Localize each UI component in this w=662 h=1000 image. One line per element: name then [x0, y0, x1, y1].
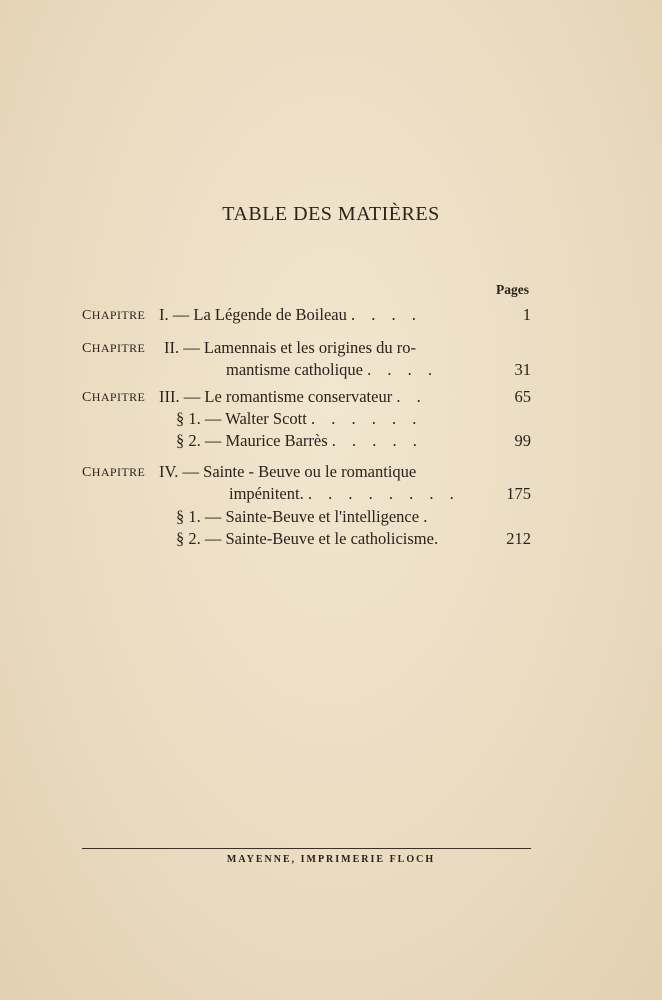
section-number: § 2.: [176, 431, 201, 450]
chapter-number: I.: [159, 305, 169, 324]
chapter-title: — Le romantisme conservateur: [183, 387, 393, 406]
toc-entry-section-4-2: [176, 528, 438, 550]
section-number: § 1.: [176, 507, 201, 526]
chapter-word-initial: C: [82, 341, 92, 356]
chapter-word-initial: C: [82, 465, 92, 480]
chapter-word: [82, 390, 145, 404]
toc-entry-chapter-4-cont: [229, 483, 460, 505]
chapter-number: III.: [159, 387, 180, 406]
leader-dots: .: [423, 507, 434, 526]
toc-entry-section-4-1: [176, 506, 433, 528]
section-title: — Sainte-Beuve et l'intelligence: [204, 507, 420, 526]
chapter-number: IV.: [159, 462, 179, 481]
leader-dots: . . . .: [350, 305, 422, 324]
toc-entry-chapter-2-cont: [226, 359, 438, 381]
chapter-word-rest: HAPITRE: [91, 465, 146, 479]
page-number: 212: [506, 529, 531, 548]
toc-entry-chapter-1: [159, 304, 422, 326]
chapter-label: [82, 304, 145, 327]
chapter-word: [82, 308, 145, 322]
chapter-label: [82, 386, 145, 409]
chapter-word-rest: HAPITRE: [91, 390, 146, 404]
toc-entry-section-3-1: [176, 408, 422, 430]
page-number: 65: [514, 387, 531, 406]
chapter-title-cont: impénitent.: [229, 484, 304, 503]
chapter-label: [82, 337, 145, 360]
toc-entry-section-3-2: [176, 430, 423, 452]
chapter-word-rest: HAPITRE: [91, 308, 146, 322]
chapter-word-rest: HAPITRE: [91, 341, 146, 355]
chapter-word-initial: C: [82, 390, 92, 405]
footer-rule: [82, 848, 531, 849]
chapter-word-initial: C: [82, 308, 92, 323]
chapter-title: — Sainte - Beuve ou le romantique: [182, 462, 417, 481]
section-number: § 2.: [176, 529, 201, 548]
section-title: — Maurice Barrès: [204, 431, 328, 450]
page-number: 1: [522, 305, 531, 324]
page-number: 175: [506, 484, 531, 503]
chapter-word: [82, 465, 145, 479]
leader-dots: . . . . . . . .: [307, 484, 460, 503]
chapter-title: — Lamennais et les origines du ro-: [183, 338, 417, 357]
chapter-title: — La Légende de Boileau: [172, 305, 347, 324]
leader-dots: . . . .: [367, 360, 439, 379]
page-number: 31: [514, 360, 531, 379]
chapter-title-cont: mantisme catholique: [226, 360, 364, 379]
toc-entry-chapter-4: [159, 461, 416, 483]
leader-dots: . . . . . .: [310, 409, 423, 428]
leader-dots: . . . . .: [331, 431, 423, 450]
pages-column-label: Pages: [496, 282, 529, 297]
chapter-word: [82, 341, 145, 355]
toc-entry-chapter-2: [164, 337, 416, 359]
page-number: 99: [514, 431, 531, 450]
section-title: — Walter Scott: [204, 409, 307, 428]
page-title: TABLE DES MATIÈRES: [222, 203, 440, 225]
chapter-label: [82, 461, 145, 484]
section-number: § 1.: [176, 409, 201, 428]
toc-entry-chapter-3: [159, 386, 427, 408]
chapter-number: II.: [164, 338, 180, 357]
printer-imprint: MAYENNE, IMPRIMERIE FLOCH: [226, 854, 436, 865]
section-title: — Sainte-Beuve et le catholicisme.: [204, 529, 439, 548]
leader-dots: . .: [396, 387, 427, 406]
